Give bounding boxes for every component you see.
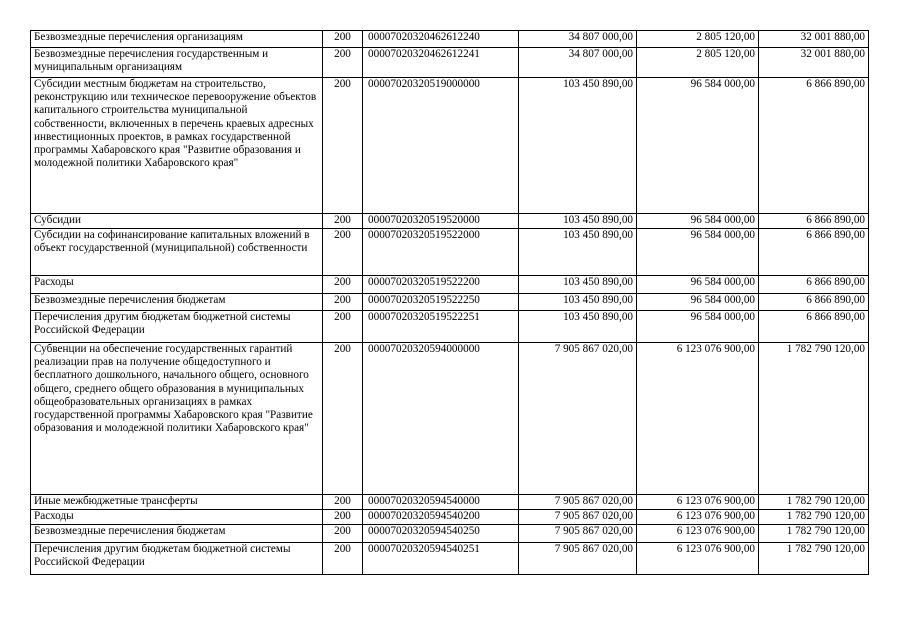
row-executed-cell: 96 584 000,00 bbox=[637, 229, 759, 276]
row-approved-cell: 7 905 867 020,00 bbox=[519, 343, 637, 495]
row-code-cell: 200 bbox=[323, 48, 363, 78]
row-name-cell: Субвенции на обеспечение государственных гарантий реализации прав на получение общедоступного и бесплатного дошкольного, начального общего, основного общего, среднего общего образования в муниципальных общеобразовательных организациях в рамках государственной программы Хабаровского края "Развитие образования и молодежной политики Хабаровского края" bbox=[31, 343, 323, 495]
row-kbk-cell: 00007020320519522200 bbox=[363, 276, 519, 294]
table-row bbox=[31, 525, 869, 543]
row-kbk-cell: 00007020320594540200 bbox=[363, 510, 519, 525]
row-kbk-cell: 00007020320519522000 bbox=[363, 229, 519, 276]
row-kbk-cell: 00007020320594000000 bbox=[363, 343, 519, 495]
row-executed-cell: 96 584 000,00 bbox=[637, 311, 759, 343]
table-row bbox=[31, 31, 869, 48]
row-name-cell: Иные межбюджетные трансферты bbox=[31, 495, 323, 510]
row-approved-cell: 7 905 867 020,00 bbox=[519, 495, 637, 510]
row-approved-cell: 34 807 000,00 bbox=[519, 31, 637, 48]
row-approved-cell: 7 905 867 020,00 bbox=[519, 543, 637, 575]
row-unexecuted-cell: 1 782 790 120,00 bbox=[759, 495, 869, 510]
row-kbk-cell: 00007020320519000000 bbox=[363, 78, 519, 214]
row-kbk-cell: 00007020320594540000 bbox=[363, 495, 519, 510]
row-unexecuted-cell: 6 866 890,00 bbox=[759, 276, 869, 294]
row-unexecuted-cell: 6 866 890,00 bbox=[759, 214, 869, 229]
row-unexecuted-cell: 1 782 790 120,00 bbox=[759, 543, 869, 575]
row-code-cell: 200 bbox=[323, 78, 363, 214]
row-approved-cell: 103 450 890,00 bbox=[519, 78, 637, 214]
row-approved-cell: 7 905 867 020,00 bbox=[519, 510, 637, 525]
row-unexecuted-cell: 6 866 890,00 bbox=[759, 294, 869, 311]
row-unexecuted-cell: 32 001 880,00 bbox=[759, 31, 869, 48]
row-kbk-cell: 00007020320519520000 bbox=[363, 214, 519, 229]
row-unexecuted-cell: 6 866 890,00 bbox=[759, 78, 869, 214]
row-code-cell: 200 bbox=[323, 229, 363, 276]
table-row bbox=[31, 543, 869, 575]
row-kbk-cell: 00007020320462612240 bbox=[363, 31, 519, 48]
row-unexecuted-cell: 32 001 880,00 bbox=[759, 48, 869, 78]
row-executed-cell: 96 584 000,00 bbox=[637, 294, 759, 311]
table-row bbox=[31, 311, 869, 343]
row-executed-cell: 6 123 076 900,00 bbox=[637, 543, 759, 575]
row-executed-cell: 2 805 120,00 bbox=[637, 48, 759, 78]
row-approved-cell: 103 450 890,00 bbox=[519, 214, 637, 229]
row-name-cell: Безвозмездные перечисления бюджетам bbox=[31, 294, 323, 311]
row-name-cell: Безвозмездные перечисления организациям bbox=[31, 31, 323, 48]
row-code-cell: 200 bbox=[323, 495, 363, 510]
row-approved-cell: 103 450 890,00 bbox=[519, 311, 637, 343]
table-row bbox=[31, 48, 869, 78]
table-row bbox=[31, 510, 869, 525]
row-name-cell: Расходы bbox=[31, 510, 323, 525]
row-executed-cell: 6 123 076 900,00 bbox=[637, 525, 759, 543]
row-code-cell: 200 bbox=[323, 510, 363, 525]
budget-execution-table bbox=[30, 30, 869, 575]
row-kbk-cell: 00007020320594540251 bbox=[363, 543, 519, 575]
row-name-cell: Субсидии bbox=[31, 214, 323, 229]
row-approved-cell: 103 450 890,00 bbox=[519, 294, 637, 311]
row-code-cell: 200 bbox=[323, 343, 363, 495]
row-approved-cell: 7 905 867 020,00 bbox=[519, 525, 637, 543]
table-row bbox=[31, 214, 869, 229]
row-code-cell: 200 bbox=[323, 31, 363, 48]
row-executed-cell: 6 123 076 900,00 bbox=[637, 343, 759, 495]
row-kbk-cell: 00007020320594540250 bbox=[363, 525, 519, 543]
table-row bbox=[31, 276, 869, 294]
row-approved-cell: 34 807 000,00 bbox=[519, 48, 637, 78]
row-name-cell: Безвозмездные перечисления государственным и муниципальным организациям bbox=[31, 48, 323, 78]
row-code-cell: 200 bbox=[323, 214, 363, 229]
budget-table-page bbox=[30, 30, 869, 575]
table-body bbox=[31, 31, 869, 575]
row-approved-cell: 103 450 890,00 bbox=[519, 229, 637, 276]
table-row bbox=[31, 78, 869, 214]
table-row bbox=[31, 495, 869, 510]
row-executed-cell: 96 584 000,00 bbox=[637, 78, 759, 214]
row-code-cell: 200 bbox=[323, 543, 363, 575]
row-executed-cell: 96 584 000,00 bbox=[637, 276, 759, 294]
row-kbk-cell: 00007020320519522251 bbox=[363, 311, 519, 343]
row-approved-cell: 103 450 890,00 bbox=[519, 276, 637, 294]
row-kbk-cell: 00007020320519522250 bbox=[363, 294, 519, 311]
row-executed-cell: 96 584 000,00 bbox=[637, 214, 759, 229]
row-unexecuted-cell: 1 782 790 120,00 bbox=[759, 343, 869, 495]
row-executed-cell: 6 123 076 900,00 bbox=[637, 495, 759, 510]
row-name-cell: Субсидии местным бюджетам на строительство, реконструкцию или техническое перевооружение объектов капитального строительства муниципальной собственности, включенных в перечень краевых адресных инвестиционных проектов, в рамках государственной программы Хабаровского края "Развитие образования и молодежной политики Хабаровского края" bbox=[31, 78, 323, 214]
row-name-cell: Безвозмездные перечисления бюджетам bbox=[31, 525, 323, 543]
table-row bbox=[31, 294, 869, 311]
row-name-cell: Перечисления другим бюджетам бюджетной системы Российской Федерации bbox=[31, 543, 323, 575]
row-unexecuted-cell: 6 866 890,00 bbox=[759, 311, 869, 343]
row-name-cell: Субсидии на софинансирование капитальных вложений в объект государственной (муниципальной) собственности bbox=[31, 229, 323, 276]
row-code-cell: 200 bbox=[323, 525, 363, 543]
row-code-cell: 200 bbox=[323, 311, 363, 343]
row-unexecuted-cell: 6 866 890,00 bbox=[759, 229, 869, 276]
row-unexecuted-cell: 1 782 790 120,00 bbox=[759, 510, 869, 525]
table-row bbox=[31, 343, 869, 495]
row-code-cell: 200 bbox=[323, 294, 363, 311]
row-name-cell: Расходы bbox=[31, 276, 323, 294]
row-unexecuted-cell: 1 782 790 120,00 bbox=[759, 525, 869, 543]
table-row bbox=[31, 229, 869, 276]
row-name-cell: Перечисления другим бюджетам бюджетной системы Российской Федерации bbox=[31, 311, 323, 343]
row-executed-cell: 2 805 120,00 bbox=[637, 31, 759, 48]
row-executed-cell: 6 123 076 900,00 bbox=[637, 510, 759, 525]
row-code-cell: 200 bbox=[323, 276, 363, 294]
row-kbk-cell: 00007020320462612241 bbox=[363, 48, 519, 78]
